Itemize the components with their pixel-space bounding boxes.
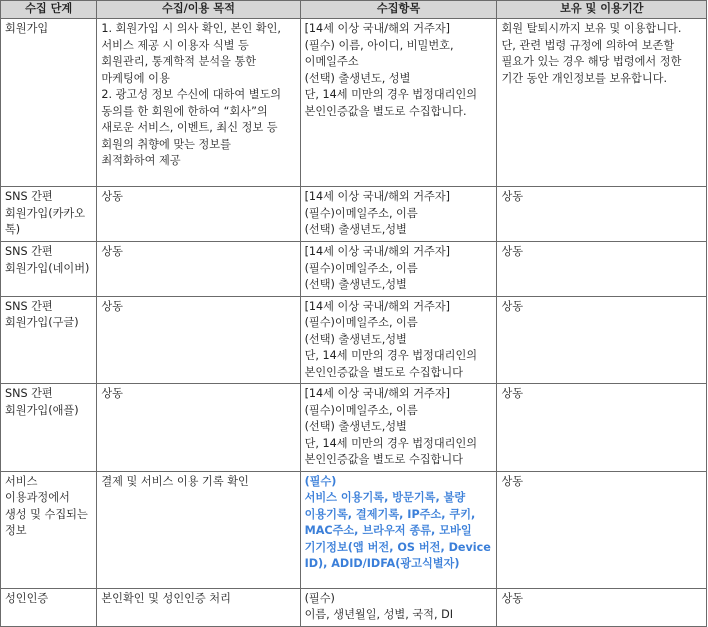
cell-retention (497, 588, 707, 626)
cell-purpose-line: 회원의 취향에 맞는 정보를 (101, 137, 231, 151)
cell-stage (1, 296, 97, 384)
cell-retention-line: 상동 (501, 299, 524, 313)
cell-purpose-line: 서비스 제공 시 이용자 식별 등 (101, 38, 249, 52)
cell-stage-line: SNS 간편 (5, 299, 53, 313)
cell-items-line: 단, 14세 미만의 경우 법정대리인의 (304, 349, 478, 362)
cell-purpose-line: 회원관리, 통계학적 분석을 통한 (101, 55, 257, 68)
cell-purpose-line: 최적화하여 제공 (101, 154, 181, 167)
table-row (1, 242, 707, 297)
cell-purpose-line: 상동 (101, 190, 123, 203)
cell-purpose-line: 2. 광고성 정보 수신에 대하여 별도의 (101, 88, 282, 101)
cell-items-line: (필수)이메일주소, 이름 (304, 206, 418, 220)
header-stage: 수집 단계 (1, 1, 97, 19)
cell-stage-line: 이용과정에서 (5, 491, 70, 504)
cell-stage (1, 384, 97, 472)
cell-purpose (97, 296, 300, 384)
cell-stage-line: 회원가입(애플) (5, 403, 79, 417)
cell-purpose (97, 384, 300, 472)
cell-stage (1, 19, 97, 187)
cell-items-line: [14세 이상 국내/해외 거주자] (304, 299, 451, 313)
cell-stage (1, 242, 97, 297)
cell-items-line: 이용기록, 결제기록, IP주소, 쿠키, (304, 507, 476, 521)
cell-retention (497, 296, 707, 384)
cell-items-line: 서비스 이용기록, 방문기록, 불량 (304, 491, 466, 504)
cell-items-line: 본인인증값을 별도로 수집합니다. (304, 104, 467, 118)
cell-purpose-line: 새로운 서비스, 이벤트, 최신 정보 등 (101, 121, 278, 134)
cell-items-line: (필수) 이름, 아이디, 비밀번호, (304, 38, 454, 52)
cell-items-line: 이메일주소 (304, 55, 359, 68)
cell-stage-line: SNS 간편 (5, 190, 53, 203)
cell-items-line: ID), ADID/IDFA(광고식별자) (304, 557, 460, 570)
cell-items-line: (선택) 출생년도,성별 (304, 420, 407, 433)
cell-purpose (97, 19, 300, 187)
cell-purpose (97, 588, 300, 626)
cell-purpose-line: 동의를 한 회원에 한하여 “회사”의 (101, 104, 268, 118)
cell-stage-line: 생성 및 수집되는 (5, 507, 88, 521)
cell-items-line: 단, 14세 미만의 경우 법정대리인의 (304, 88, 478, 101)
cell-purpose-line: 결제 및 서비스 이용 기록 확인 (101, 474, 249, 488)
cell-items-line: (필수)이메일주소, 이름 (304, 403, 418, 417)
cell-retention-line: 상동 (501, 474, 524, 488)
cell-stage-line: 회원가입(카카오 (5, 206, 86, 220)
cell-stage-line: 성인인증 (5, 591, 49, 605)
cell-stage-line: 회원가입(네이버) (5, 261, 90, 275)
cell-stage (1, 588, 97, 626)
cell-stage-line: 회원가입 (5, 22, 49, 35)
cell-retention-line: 상동 (501, 387, 524, 400)
cell-retention-line: 필요가 있는 경우 해당 법령에서 정한 (501, 55, 682, 68)
header-items: 수집항목 (300, 1, 497, 19)
cell-items-line: 본인인증값을 별도로 수집합니다 (304, 453, 463, 466)
cell-stage-line: 회원가입(구글) (5, 316, 79, 329)
cell-items-line: (선택) 출생년도,성별 (304, 278, 407, 291)
cell-stage (1, 187, 97, 242)
table-row (1, 187, 707, 242)
cell-retention-line: 상동 (501, 591, 524, 605)
cell-items-line: 이름, 생년월일, 성별, 국적, DI (304, 608, 453, 621)
cell-items (300, 187, 497, 242)
cell-items (300, 384, 497, 472)
cell-items-line: (선택) 출생년도,성별 (304, 223, 407, 236)
cell-purpose-line: 상동 (101, 299, 123, 313)
table-body (1, 19, 707, 627)
cell-stage (1, 471, 97, 588)
cell-retention (497, 187, 707, 242)
cell-retention-line: 단, 관련 법령 규정에 의하여 보존할 (501, 38, 675, 52)
table-row (1, 19, 707, 187)
cell-items-line: (필수)이메일주소, 이름 (304, 261, 418, 275)
cell-stage-line: 정보 (5, 524, 27, 537)
cell-retention (497, 242, 707, 297)
cell-items (300, 471, 497, 588)
cell-items (300, 19, 497, 187)
cell-purpose-line: 본인확인 및 성인인증 처리 (101, 591, 231, 605)
header-row (1, 1, 707, 19)
cell-retention-line: 상동 (501, 245, 524, 258)
cell-items-line: 단, 14세 미만의 경우 법정대리인의 (304, 436, 478, 450)
cell-retention (497, 471, 707, 588)
cell-items-line: 본인인증값을 별도로 수집합니다 (304, 365, 463, 379)
header-purpose: 수집/이용 목적 (97, 1, 300, 19)
cell-items (300, 588, 497, 626)
cell-stage-line: 서비스 (5, 474, 38, 488)
cell-retention-line: 회원 탈퇴시까지 보유 및 이용합니다. (501, 22, 682, 35)
cell-retention (497, 384, 707, 472)
cell-items-line: [14세 이상 국내/해외 거주자] (304, 245, 451, 258)
cell-items-line: [14세 이상 국내/해외 거주자] (304, 387, 451, 400)
cell-stage-line: SNS 간편 (5, 387, 53, 400)
cell-items-line: (선택) 출생년도,성별 (304, 332, 407, 346)
cell-items-line: [14세 이상 국내/해외 거주자] (304, 190, 451, 203)
cell-purpose-line: 마케팅에 이용 (101, 71, 170, 85)
table-row (1, 296, 707, 384)
cell-retention-line: 기간 동안 개인정보를 보유합니다. (501, 71, 668, 85)
cell-items-line: (필수) (304, 474, 337, 488)
cell-purpose (97, 471, 300, 588)
cell-items (300, 296, 497, 384)
cell-purpose (97, 242, 300, 297)
header-retention: 보유 및 이용기간 (497, 1, 707, 19)
table-row (1, 471, 707, 588)
cell-items-line: MAC주소, 브라우저 종류, 모바일 (304, 524, 472, 537)
cell-purpose-line: 1. 회원가입 시 의사 확인, 본인 확인, (101, 22, 281, 35)
cell-stage-line: 톡) (5, 223, 21, 236)
table-row (1, 384, 707, 472)
cell-purpose-line: 상동 (101, 387, 123, 400)
cell-purpose-line: 상동 (101, 245, 123, 258)
cell-items-line: (필수) (304, 591, 335, 605)
cell-items-line: [14세 이상 국내/해외 거주자] (304, 22, 451, 35)
cell-purpose (97, 187, 300, 242)
cell-items-line: (선택) 출생년도, 성별 (304, 71, 411, 85)
cell-retention (497, 19, 707, 187)
cell-items-line: (필수)이메일주소, 이름 (304, 316, 418, 329)
cell-retention-line: 상동 (501, 190, 524, 203)
cell-items-line: 기기정보(앱 버전, OS 버전, Device (304, 540, 491, 554)
cell-items (300, 242, 497, 297)
cell-stage-line: SNS 간편 (5, 245, 53, 258)
table-row (1, 588, 707, 626)
